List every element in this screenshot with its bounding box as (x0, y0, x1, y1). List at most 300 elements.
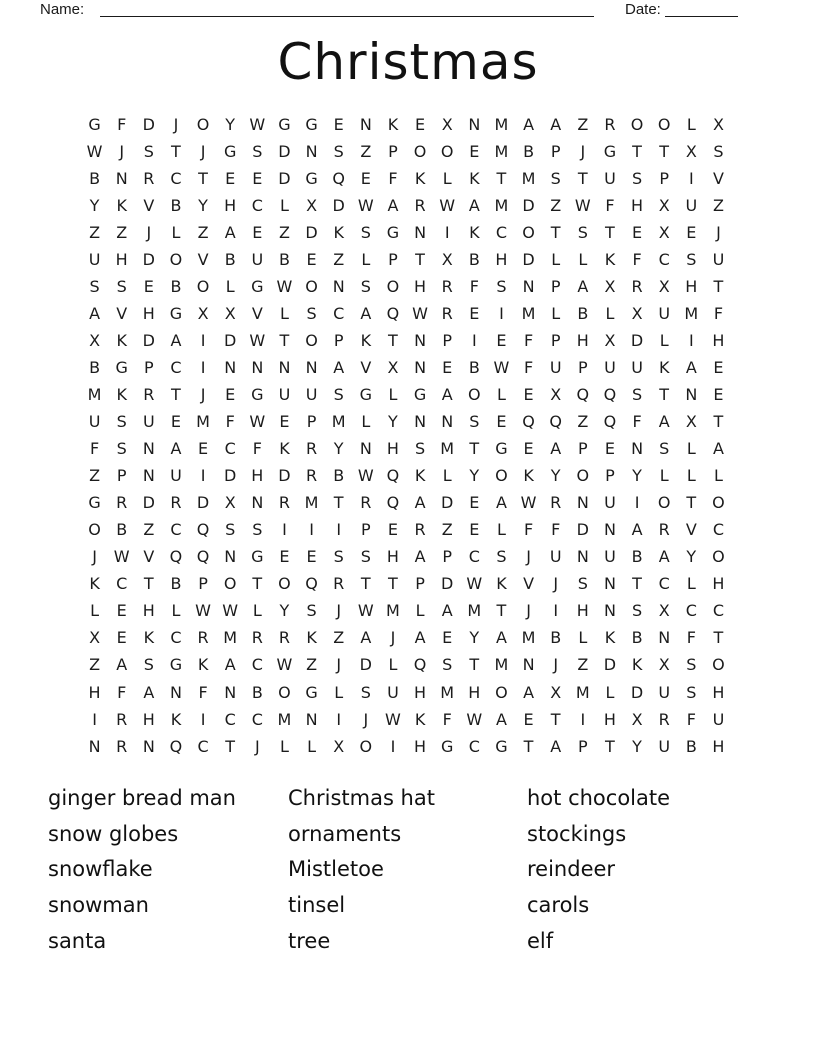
grid-letter: L (578, 249, 588, 269)
grid-letter: L (252, 601, 262, 621)
grid-letter: I (282, 520, 287, 540)
grid-letter: L (659, 466, 669, 486)
grid-letter: D (142, 330, 155, 350)
grid-letter: C (197, 736, 209, 756)
grid-letter: S (686, 655, 697, 675)
grid-letter: F (198, 682, 208, 702)
grid-letter: P (550, 276, 561, 296)
grid-letter: O (169, 249, 183, 269)
grid-letter: F (551, 520, 561, 540)
grid-letter: I (336, 520, 342, 540)
grid-letter: R (658, 709, 670, 729)
grid-letter: T (415, 249, 425, 269)
grid-letter: O (712, 655, 725, 675)
grid-letter: N (251, 357, 264, 377)
grid-letter: R (550, 493, 562, 513)
grid-letter: W (357, 195, 374, 215)
grid-letter: F (686, 628, 696, 648)
grid-letter: F (523, 520, 534, 540)
grid-letter: W (385, 709, 401, 729)
grid-letter: E (469, 493, 480, 513)
grid-letter: Y (632, 466, 642, 486)
grid-letter: R (306, 466, 318, 486)
grid-letter: D (142, 114, 155, 134)
grid-letter: U (88, 249, 101, 269)
word-list-item: stockings (527, 821, 627, 846)
grid-letter: J (336, 601, 342, 621)
grid-letter: A (712, 439, 724, 459)
grid-letter: I (336, 709, 342, 729)
grid-letter: H (414, 682, 427, 702)
grid-letter: L (334, 682, 344, 702)
grid-letter: S (252, 141, 263, 161)
grid-letter: Q (169, 736, 183, 756)
grid-letter: X (604, 330, 616, 350)
grid-letter: A (685, 357, 697, 377)
grid-letter: D (603, 655, 617, 675)
grid-letter: K (306, 628, 317, 648)
grid-letter: M (494, 114, 509, 134)
grid-letter: V (143, 547, 155, 567)
grid-letter: C (712, 520, 725, 540)
grid-letter: T (605, 736, 615, 756)
grid-letter: O (495, 466, 508, 486)
grid-letter: K (116, 384, 127, 404)
grid-letter: P (659, 168, 670, 188)
grid-letter: M (331, 412, 346, 432)
grid-letter: A (550, 736, 562, 756)
grid-letter: V (197, 249, 209, 269)
grid-letter: P (388, 141, 398, 161)
grid-letter: Y (225, 114, 236, 134)
grid-letter: N (305, 141, 318, 161)
grid-letter: H (468, 682, 481, 702)
grid-letter: Q (603, 384, 617, 404)
grid-letter: C (333, 303, 345, 323)
grid-letter: O (305, 276, 318, 296)
grid-letter: P (605, 466, 615, 486)
grid-letter: L (686, 574, 696, 594)
grid-letter: F (523, 330, 534, 350)
grid-letter: U (658, 303, 671, 323)
grid-letter: P (442, 547, 453, 567)
grid-letter: E (252, 168, 263, 188)
grid-letter: T (523, 736, 534, 756)
grid-letter: X (658, 222, 670, 242)
grid-letter: H (631, 195, 644, 215)
grid-letter: L (496, 384, 506, 404)
grid-letter: S (414, 439, 426, 459)
grid-letter: S (333, 384, 344, 404)
grid-letter: E (632, 222, 643, 242)
grid-letter: E (442, 628, 453, 648)
grid-letter: W (574, 195, 591, 215)
grid-letter: C (224, 439, 236, 459)
grid-letter: I (200, 709, 206, 729)
grid-letter: E (279, 547, 290, 567)
word-list-item: santa (48, 928, 107, 953)
grid-letter: O (657, 114, 671, 134)
grid-letter: P (577, 439, 588, 459)
grid-letter: E (360, 168, 371, 188)
grid-letter: M (521, 168, 536, 188)
grid-letter: X (685, 412, 697, 432)
grid-letter: A (495, 709, 507, 729)
grid-letter: O (630, 114, 644, 134)
grid-letter: J (200, 141, 206, 161)
grid-letter: M (440, 439, 455, 459)
grid-letter: H (495, 249, 508, 269)
grid-letter: S (631, 384, 643, 404)
grid-letter: N (603, 574, 616, 594)
grid-letter: L (225, 276, 235, 296)
grid-letter: R (414, 520, 426, 540)
grid-letter: X (306, 195, 318, 215)
grid-letter: J (553, 655, 559, 675)
word-list-item: snowman (48, 893, 149, 918)
grid-letter: U (170, 466, 182, 486)
grid-letter: F (442, 709, 452, 729)
grid-letter: W (357, 601, 374, 621)
grid-letter: B (577, 303, 589, 323)
grid-letter: A (89, 303, 101, 323)
grid-letter: C (251, 655, 263, 675)
grid-letter: G (603, 141, 617, 161)
grid-letter: W (276, 655, 293, 675)
grid-letter: X (197, 303, 209, 323)
grid-letter: N (522, 276, 535, 296)
grid-letter: V (143, 195, 155, 215)
grid-letter: J (254, 736, 260, 756)
grid-letter: A (224, 655, 236, 675)
grid-letter: B (550, 628, 562, 648)
grid-letter: K (333, 222, 344, 242)
grid-letter: D (441, 493, 454, 513)
grid-letter: M (494, 195, 509, 215)
grid-letter: E (686, 222, 697, 242)
grid-letter: O (712, 547, 725, 567)
grid-letter: U (305, 384, 318, 404)
grid-letter: M (521, 628, 536, 648)
grid-letter: O (386, 276, 400, 296)
grid-letter: E (713, 357, 724, 377)
grid-letter: W (439, 195, 456, 215)
grid-letter: D (278, 168, 291, 188)
grid-letter: K (496, 574, 507, 594)
grid-letter: U (685, 195, 698, 215)
grid-letter: C (685, 601, 697, 621)
grid-letter: X (631, 303, 643, 323)
grid-letter: B (251, 682, 263, 702)
grid-letter: Z (712, 195, 724, 215)
grid-letter: X (658, 195, 670, 215)
grid-letter: T (713, 412, 724, 432)
grid-letter: W (86, 141, 103, 161)
grid-letter: Q (196, 520, 210, 540)
grid-letter: H (88, 682, 101, 702)
grid-letter: G (386, 222, 400, 242)
grid-letter: V (712, 168, 724, 188)
grid-letter: B (224, 249, 236, 269)
grid-letter: H (414, 276, 427, 296)
grid-letter: J (716, 222, 721, 242)
grid-letter: M (494, 141, 509, 161)
grid-letter: W (493, 357, 510, 377)
grid-letter: X (550, 384, 562, 404)
grid-letter: E (604, 439, 615, 459)
grid-letter: T (550, 709, 561, 729)
grid-letter: C (170, 628, 182, 648)
grid-letter: A (658, 547, 670, 567)
grid-letter: T (686, 493, 697, 513)
grid-letter: W (466, 709, 483, 729)
grid-letter: U (549, 547, 562, 567)
grid-letter: G (495, 439, 508, 459)
grid-letter: D (278, 466, 291, 486)
word-list-item: Mistletoe (288, 857, 384, 882)
word-list-item: tinsel (288, 893, 346, 918)
grid-letter: W (412, 303, 428, 323)
grid-letter: M (467, 601, 482, 621)
grid-letter: E (252, 222, 263, 242)
grid-letter: M (575, 682, 590, 702)
grid-letter: K (469, 168, 480, 188)
grid-letter: M (521, 303, 536, 323)
grid-letter: P (415, 574, 425, 594)
grid-letter: A (333, 357, 345, 377)
grid-letter: J (200, 384, 206, 404)
grid-letter: G (115, 357, 128, 377)
grid-letter: Z (333, 628, 345, 648)
grid-letter: E (225, 168, 236, 188)
grid-letter: S (496, 547, 507, 567)
word-search-grid (81, 111, 732, 760)
grid-letter: H (576, 330, 589, 350)
grid-letter: P (306, 412, 317, 432)
grid-letter: L (90, 601, 100, 621)
grid-letter: S (306, 601, 317, 621)
grid-letter: R (414, 195, 426, 215)
grid-letter: B (116, 520, 128, 540)
grid-letter: M (386, 601, 400, 621)
grid-letter: B (523, 141, 535, 161)
grid-letter: Z (89, 222, 101, 242)
grid-letter: C (712, 601, 725, 621)
grid-letter: U (658, 682, 671, 702)
word-list-column (527, 781, 670, 960)
grid-letter: J (363, 709, 369, 729)
grid-letter: X (658, 276, 670, 296)
grid-letter: S (577, 222, 588, 242)
grid-letter: S (496, 276, 507, 296)
grid-letter: N (576, 493, 589, 513)
grid-letter: S (225, 520, 236, 540)
grid-letter: E (143, 276, 154, 296)
grid-letter: H (115, 249, 128, 269)
grid-letter: O (305, 330, 318, 350)
grid-letter: Z (333, 249, 345, 269)
grid-letter: J (526, 547, 531, 567)
grid-letter: T (171, 384, 181, 404)
grid-letter: I (444, 222, 450, 242)
grid-letter: R (116, 493, 128, 513)
grid-letter: W (222, 601, 239, 621)
grid-letter: P (143, 357, 154, 377)
grid-letter: F (713, 303, 724, 323)
grid-letter: T (605, 222, 615, 242)
grid-letter: S (116, 276, 127, 296)
grid-letter: K (116, 195, 127, 215)
grid-letter: N (359, 439, 372, 459)
grid-letter: F (686, 709, 696, 729)
grid-letter: I (499, 303, 504, 323)
grid-letter: Q (549, 412, 562, 432)
grid-letter: A (170, 439, 182, 459)
grid-letter: R (278, 628, 290, 648)
word-list-item: Christmas hat (288, 786, 435, 810)
grid-letter: M (223, 628, 238, 648)
grid-letter: D (142, 249, 155, 269)
grid-letter: K (414, 466, 426, 486)
grid-letter: L (415, 601, 425, 621)
grid-letter: E (198, 439, 209, 459)
grid-letter: G (413, 384, 427, 404)
word-list-column (288, 781, 435, 960)
grid-letter: A (414, 628, 426, 648)
grid-letter: O (278, 682, 291, 702)
grid-letter: N (631, 439, 644, 459)
grid-letter: S (360, 276, 371, 296)
grid-letter: U (142, 412, 155, 432)
grid-letter: J (580, 141, 586, 161)
grid-letter: W (276, 276, 293, 296)
grid-letter: N (441, 412, 454, 432)
grid-letter: N (115, 168, 128, 188)
grid-letter: S (360, 547, 371, 567)
grid-letter: H (142, 601, 155, 621)
grid-letter: M (494, 655, 509, 675)
grid-letter: E (225, 384, 236, 404)
grid-letter: Z (550, 195, 562, 215)
grid-letter: C (658, 249, 670, 269)
grid-letter: D (305, 222, 318, 242)
grid-letter: K (658, 357, 670, 377)
grid-letter: W (249, 330, 266, 350)
grid-letter: R (441, 303, 453, 323)
grid-letter: H (685, 276, 698, 296)
word-list-item: tree (288, 928, 331, 953)
grid-letter: V (685, 520, 697, 540)
grid-letter: S (577, 574, 588, 594)
grid-letter: X (387, 357, 399, 377)
grid-letter: R (333, 574, 345, 594)
grid-letter: S (360, 222, 371, 242)
grid-letter: T (279, 330, 290, 350)
grid-letter: R (278, 493, 290, 513)
grid-letter: K (469, 222, 480, 242)
grid-letter: F (388, 168, 398, 188)
grid-letter: L (659, 330, 669, 350)
grid-letter: U (658, 736, 671, 756)
grid-letter: W (466, 574, 483, 594)
grid-letter: K (116, 330, 127, 350)
word-list-item: ginger bread man (48, 786, 236, 810)
grid-letter: N (305, 709, 318, 729)
grid-letter: E (523, 384, 534, 404)
grid-letter: O (468, 384, 481, 404)
grid-letter: N (414, 222, 427, 242)
grid-letter: M (196, 412, 210, 432)
word-list-item: ornaments (288, 821, 402, 846)
grid-letter: Q (386, 493, 400, 513)
grid-letter: U (251, 249, 264, 269)
grid-letter: V (523, 574, 535, 594)
grid-letter: O (196, 276, 210, 296)
word-list-item: elf (527, 928, 554, 953)
grid-letter: S (713, 141, 724, 161)
grid-letter: D (522, 195, 535, 215)
grid-letter: T (496, 601, 507, 621)
grid-letter: I (200, 466, 206, 486)
grid-letter: E (523, 439, 534, 459)
grid-letter: L (361, 249, 371, 269)
grid-letter: T (469, 439, 480, 459)
grid-letter: C (170, 520, 182, 540)
grid-letter: I (580, 709, 586, 729)
grid-letter: M (304, 493, 319, 513)
grid-letter: E (415, 114, 426, 134)
grid-letter: G (251, 547, 264, 567)
grid-letter: N (468, 114, 481, 134)
grid-letter: G (305, 114, 318, 134)
grid-letter: U (604, 493, 616, 513)
grid-letter: C (116, 574, 128, 594)
word-list-item: carols (527, 893, 590, 918)
grid-letter: S (116, 439, 127, 459)
grid-letter: H (224, 195, 237, 215)
grid-letter: G (305, 168, 318, 188)
date-label: Date: (625, 1, 661, 18)
grid-letter: K (279, 439, 290, 459)
grid-letter: E (469, 303, 480, 323)
grid-letter: M (87, 384, 102, 404)
grid-letter: E (469, 520, 480, 540)
grid-letter: N (359, 114, 372, 134)
grid-letter: R (116, 709, 128, 729)
grid-letter: K (414, 168, 426, 188)
grid-letter: N (224, 682, 237, 702)
grid-letter: T (171, 141, 181, 161)
grid-letter: L (496, 520, 506, 540)
grid-letter: S (686, 249, 697, 269)
grid-letter: B (333, 466, 345, 486)
grid-letter: E (713, 384, 724, 404)
grid-letter: N (224, 547, 237, 567)
grid-letter: S (89, 276, 100, 296)
grid-letter: T (469, 655, 480, 675)
grid-letter: X (658, 601, 670, 621)
grid-letter: G (251, 276, 264, 296)
grid-letter: X (333, 736, 345, 756)
grid-letter: E (306, 547, 317, 567)
grid-letter: F (117, 114, 127, 134)
grid-letter: F (469, 276, 479, 296)
grid-letter: C (495, 222, 508, 242)
grid-letter: H (712, 574, 725, 594)
grid-letter: Z (577, 655, 589, 675)
grid-letter: L (605, 682, 615, 702)
grid-letter: A (414, 547, 426, 567)
